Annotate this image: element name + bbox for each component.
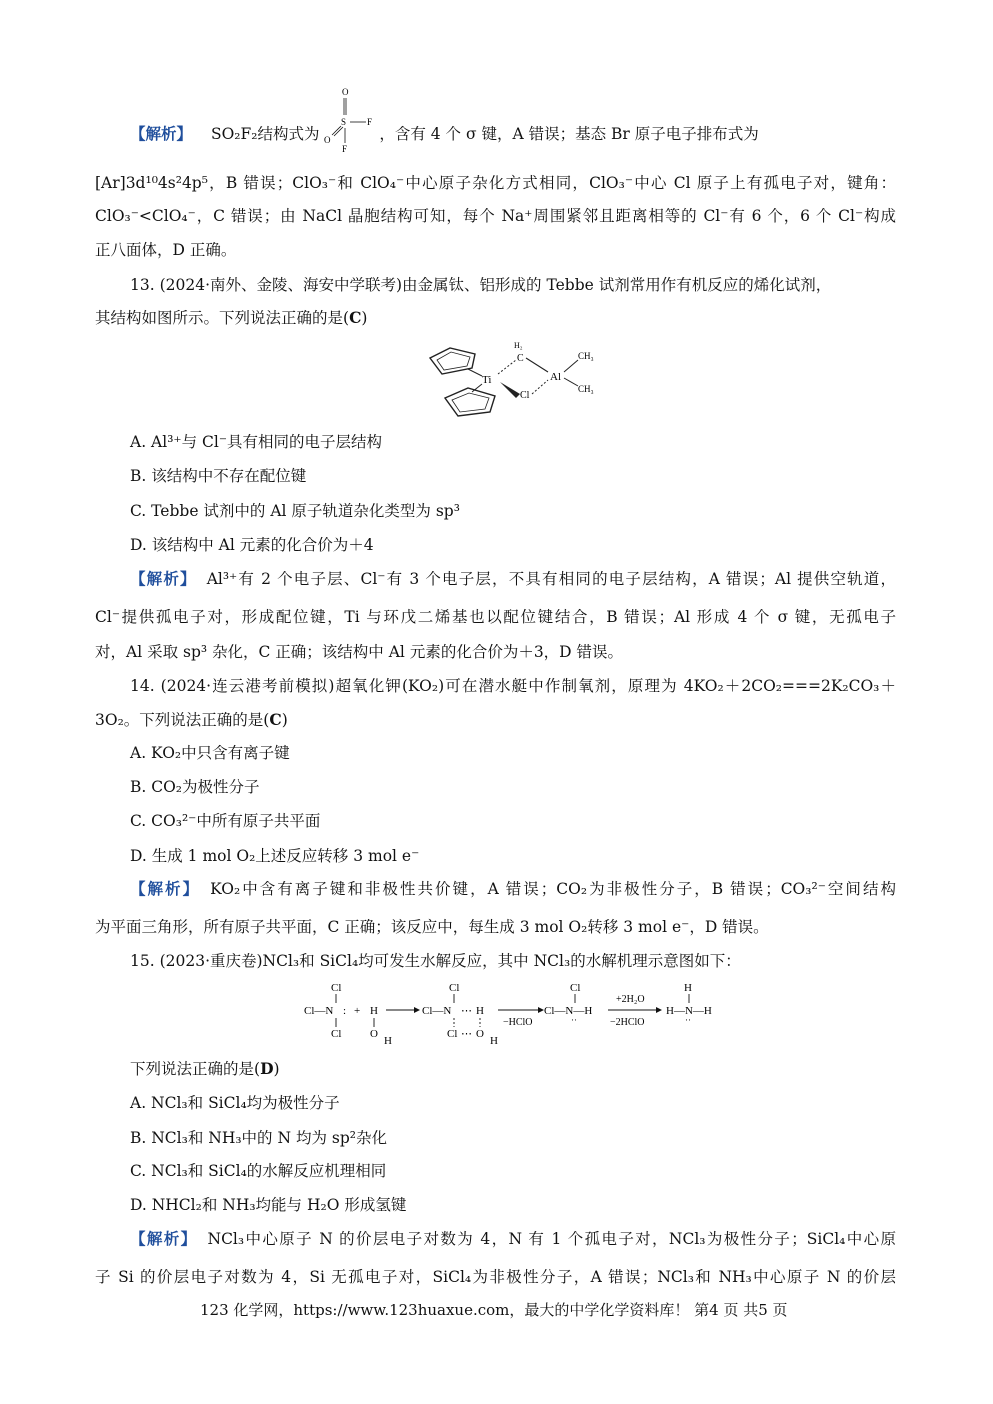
q15-answer: D: [260, 1059, 274, 1078]
titanium-label: Ti: [482, 374, 492, 386]
intermediate-label: Cl—N: [422, 1005, 452, 1017]
analysis-tag: 【解析】: [130, 125, 193, 143]
q12-analysis-line2: [Ar]3d¹⁰4s²4p⁵，B 错误；ClO₃⁻和 ClO₄⁻中心原子杂化方式相同，ClO₃⁻中心 Cl 原子上有孤电子对，键角：: [95, 174, 896, 192]
chlorine-label: Cl: [331, 1028, 342, 1040]
sulfur-atom-label: S: [341, 117, 347, 127]
q13-stem-line2: 其结构如图所示。下列说法正确的是(C): [95, 308, 368, 327]
q15-option-a: A. NCl₃和 SiCl₄均为极性分子: [130, 1094, 340, 1112]
so2f2-structure: [324, 85, 374, 155]
q15-analysis-line1: 【解析】 NCl₃中心原子 N 的价层电子对数为 4，N 有 1 个孤电子对，NCl₃为极性分子；SiCl₄中心原: [130, 1230, 896, 1248]
reagent-label: −HClO: [503, 1017, 533, 1028]
hydrogen-label: H: [476, 1005, 484, 1017]
oxygen-label: O: [370, 1028, 378, 1040]
nh3-label: H—N—H: [666, 1005, 712, 1017]
q13-answer: C: [349, 308, 362, 327]
chlorine-label: Cl: [331, 982, 342, 994]
q12-analysis-line1: [130, 87, 896, 155]
q15-option-d: D. NHCl₂和 NH₃均能与 H₂O 形成氢键: [130, 1196, 407, 1214]
hydrogen-label: H: [370, 1005, 378, 1017]
q14-analysis-line1: 【解析】 KO₂中含有离子键和非极性共价键，A 错误；CO₂为非极性分子，B 错误；CO₃²⁻空间结构: [130, 880, 896, 898]
svg-text::: :: [343, 1005, 347, 1017]
q13-analysis-line1: 【解析】 Al³⁺有 2 个电子层、Cl⁻有 3 个电子层，不具有相同的电子层结构，A 错误；Al 提供空轨道，: [130, 570, 896, 588]
chlorine-label: Cl: [520, 390, 530, 401]
svg-text:··: ··: [685, 1015, 691, 1025]
reagent-label: −2HClO: [610, 1017, 645, 1028]
chlorine-label: Cl: [447, 1028, 458, 1040]
q14-option-d: D. 生成 1 mol O₂上述反应转移 3 mol e⁻: [130, 847, 420, 865]
oxygen-atom-label: O: [342, 87, 349, 97]
methyl-label: CH₃: [578, 351, 594, 361]
h2-label: H₂: [514, 341, 523, 350]
q15-stem-line1: 15. (2023·重庆卷)NCl₃和 SiCl₄均可发生水解反应，其中 NCl₃的水解机理示意图如下：: [130, 952, 741, 970]
hydrogen-label: H: [490, 1035, 498, 1047]
q13-analysis-line3: 对，Al 采取 sp³ 杂化，C 正确；该结构中 Al 元素的化合价为＋3，D 错误。: [95, 643, 624, 661]
carbon-label: C: [517, 353, 524, 364]
q14-option-c: C. CO₃²⁻中所有原子共平面: [130, 812, 321, 830]
q14-analysis-line2: 为平面三角形，所有原子共平面，C 正确；该反应中，每生成 3 mol O₂转移 3 mol e⁻，D 错误。: [95, 918, 769, 936]
q13-option-a: A. Al³⁺与 Cl⁻具有相同的电子层结构: [130, 433, 383, 451]
oxygen-label: O: [476, 1028, 484, 1040]
q14-option-b: B. CO₂为极性分子: [130, 778, 260, 796]
fluorine-atom-label: F: [342, 144, 348, 154]
q12-analysis-line4: 正八面体，D 正确。: [95, 241, 237, 259]
q15-analysis-line2: 子 Si 的价层电子对数为 4，Si 无孤电子对，SiCl₄为非极性分子，A 错误；NCl₃和 NH₃中心原子 N 的价层: [95, 1268, 896, 1286]
q15-option-c: C. NCl₃和 SiCl₄的水解反应机理相同: [130, 1162, 387, 1180]
reagent-label: +2H₂O: [616, 994, 645, 1005]
oxygen-atom-label: O: [324, 135, 331, 145]
q12-analysis-post: ，含有 4 个 σ 键，A 错误；基态 Br 原子电子排布式为: [379, 125, 759, 143]
ncl3-label: Cl—N: [304, 1005, 334, 1017]
svg-text:⋯: ⋯: [461, 1028, 472, 1040]
aluminum-label: Al: [550, 371, 561, 383]
plus-sign: +: [354, 1005, 361, 1017]
nhcl2-label: Cl—N—H: [544, 1005, 593, 1017]
q15-stem-line2: 下列说法正确的是(D): [130, 1059, 280, 1078]
q15-option-b: B. NCl₃和 NH₃中的 N 均为 sp²杂化: [130, 1129, 387, 1147]
q13-stem-line1: 13. (2024·南外、金陵、海安中学联考)由金属钛、铝形成的 Tebbe 试剂常用作有机反应的烯化试剂，: [130, 276, 832, 294]
hydrogen-label: H: [384, 1035, 392, 1047]
chlorine-label: Cl: [570, 982, 581, 994]
hydrogen-label: H: [684, 982, 692, 994]
q14-answer: C: [269, 710, 282, 729]
q13-analysis-line2: Cl⁻提供孤电子对，形成配位键，Ti 与环戊二烯基也以配位键结合，B 错误；Al 形成 4 个 σ 键，无孤电子: [95, 608, 896, 626]
svg-text:··: ··: [571, 1015, 577, 1025]
q13-option-d: D. 该结构中 Al 元素的化合价为＋4: [130, 536, 374, 554]
q13-option-c: C. Tebbe 试剂中的 Al 原子轨道杂化类型为 sp³: [130, 502, 460, 520]
ncl3-hydrolysis-mechanism: [300, 980, 730, 1052]
q12-analysis-pre: SO₂F₂结构式为: [210, 125, 320, 143]
methyl-label: CH₃: [578, 384, 594, 394]
q14-stem-line1: 14. (2024·连云港考前模拟)超氧化钾(KO₂)可在潜水艇中作制氧剂，原理为 4KO₂＋2CO₂===2K₂CO₃＋: [130, 677, 896, 695]
q12-analysis-line3: ClO₃⁻<ClO₄⁻，C 错误；由 NaCl 晶胞结构可知，每个 Na⁺周围紧邻且距离相等的 Cl⁻有 6 个，6 个 Cl⁻构成: [95, 207, 896, 225]
chlorine-label: Cl: [449, 982, 460, 994]
fluorine-atom-label: F: [367, 117, 373, 127]
q14-option-a: A. KO₂中只含有离子键: [130, 744, 290, 762]
page-footer: 123 化学网，https://www.123huaxue.com，最大的中学化学资料库！ 第4 页 共5 页: [200, 1301, 788, 1319]
tebbe-reagent-figure: [420, 336, 610, 426]
q13-option-b: B. 该结构中不存在配位键: [130, 467, 307, 485]
q14-stem-line2: 3O₂。下列说法正确的是(C): [95, 710, 288, 729]
svg-text:⋯: ⋯: [461, 1005, 472, 1017]
